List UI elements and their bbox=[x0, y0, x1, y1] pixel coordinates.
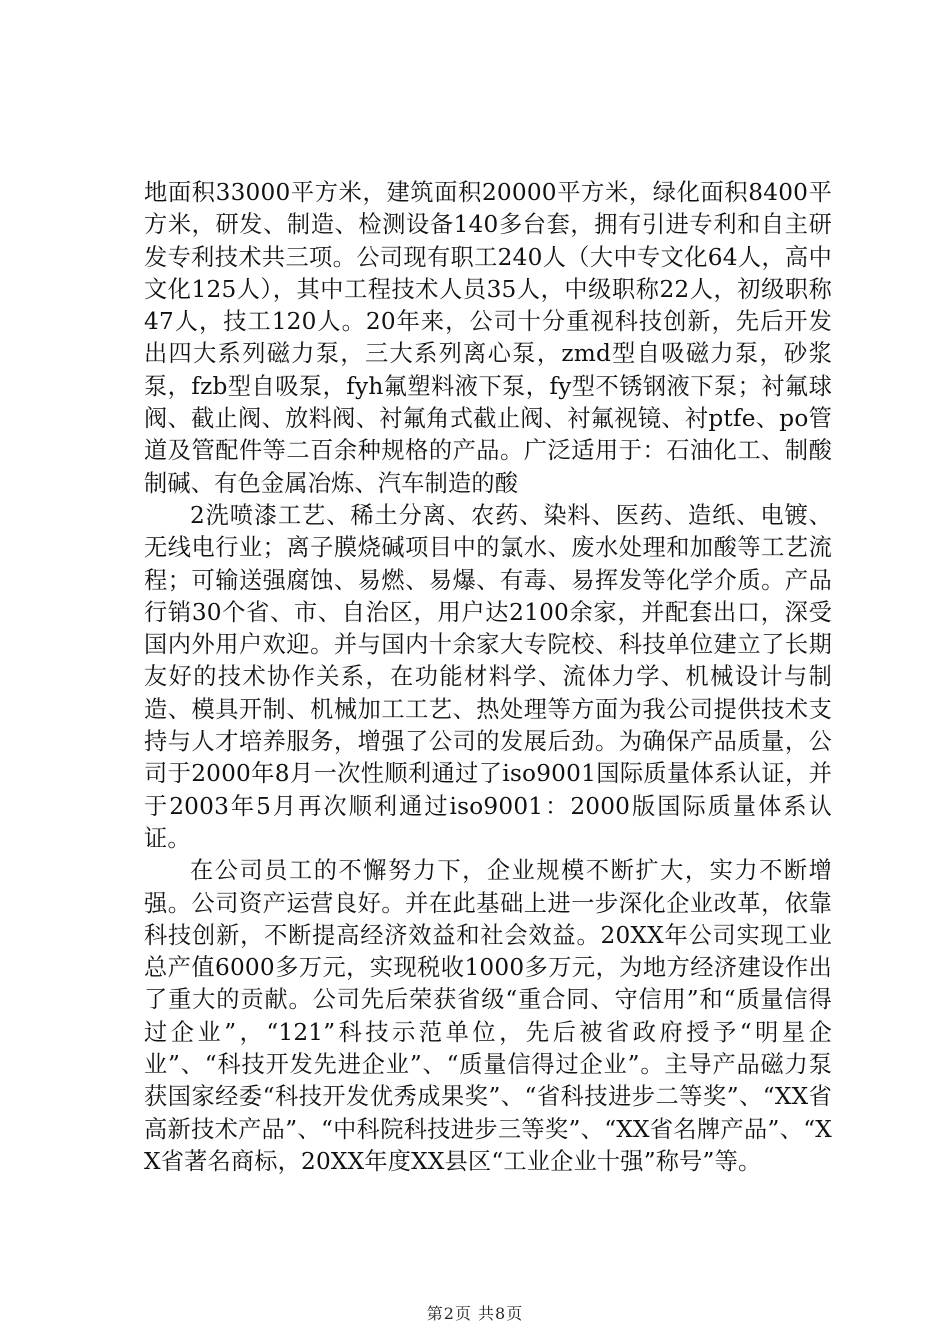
paragraph-applications-and-certification: 2洗喷漆工艺、稀土分离、农药、染料、医药、造纸、电镀、无线电行业；离子膜烧碱项目中的氯水、废水处理和加酸等工艺流程；可输送强腐蚀、易燃、易爆、有毒、易挥发等化学介质。产品行销30个省、市、自治区，用户达2100余家，并配套出口，深受国内外用户欢迎。并与国内十余家大专院校、科技单位建立了长期友好的技术协作关系，在功能材料学、流体力学、机械设计与制造、模具开制、机械加工工艺、热处理等方面为我公司提供技术支持与人才培养服务，增强了公司的发展后劲。为确保产品质量，公司于2000年8月一次性顺利通过了iso9001国际质量体系认证，并于2003年5月再次顺利通过iso9001：2000版国际质量体系认证。 bbox=[144, 501, 832, 852]
paragraph-company-overview: 地面积33000平方米，建筑面积20000平方米，绿化面积8400平方米，研发、制造、检测设备140多台套，拥有引进专利和自主研发专利技术共三项。公司现有职工240人（大中专文化64人，高中文化125人），其中工程技术人员35人，中级职称22人，初级职称47人，技工120人。20年来，公司十分重视科技创新，先后开发出四大系列磁力泵，三大系列离心泵，zmd型自吸磁力泵，砂浆泵，fzb型自吸泵，fyh氟塑料液下泵，fy型不锈钢液下泵；衬氟球阀、截止阀、放料阀、衬氟角式截止阀、衬氟视镜、衬ptfe、po管道及管配件等二百余种规格的产品。广泛适用于：石油化工、制酸制碱、有色金属冶炼、汽车制造的酸 bbox=[144, 179, 832, 497]
paragraph-achievements-and-honors: 在公司员工的不懈努力下，企业规模不断扩大，实力不断增强。公司资产运营良好。并在此基础上进一步深化企业改革，依靠科技创新，不断提高经济效益和社会效益。20XX年公司实现工业总产值6000多万元，实现税收1000多万元，为地方经济建设作出了重大的贡献。公司先后荣获省级“重合同、守信用”和“质量信得过企业”，“121”科技示范单位，先后被省政府授予“明星企业”、“科技开发先进企业”、“质量信得过企业”。主导产品磁力泵获国家经委“科技开发优秀成果奖”、“省科技进步二等奖”、“XX省高新技术产品”、“中科院科技进步三等奖”、“XX省名牌产品”、“XX省著名商标，20XX年度XX县区“工业企业十强”称号”等。 bbox=[144, 857, 832, 1175]
page-number-footer: 第2页 共8页 bbox=[426, 1304, 524, 1323]
document-body bbox=[144, 177, 832, 1178]
